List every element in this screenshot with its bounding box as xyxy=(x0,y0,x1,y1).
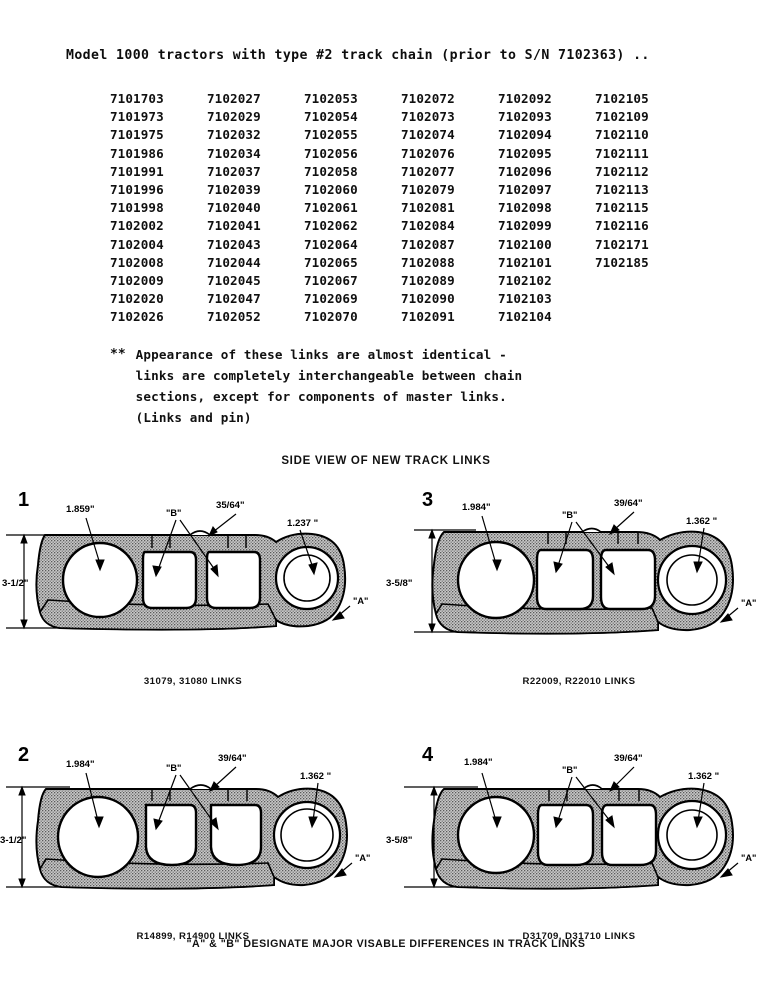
serial-number: 7102116 xyxy=(595,218,649,234)
serial-number: 7102093 xyxy=(498,109,552,125)
serial-number: 7102092 xyxy=(498,91,552,106)
dim-rail-width-3: 39/64" xyxy=(614,498,643,509)
serial-number: 7102060 xyxy=(304,182,358,198)
dim-height-1: 3-1/2" xyxy=(2,578,29,589)
serial-number: 7102070 xyxy=(304,309,358,325)
serial-number: 7102020 xyxy=(110,291,164,307)
link-body-3 xyxy=(432,529,733,634)
figure-caption-2: R14899, R14900 LINKS xyxy=(136,931,250,942)
serial-number: 7102111 xyxy=(595,145,649,161)
dim-rail-width-4: 39/64" xyxy=(614,753,643,764)
serial-number: 7102026 xyxy=(110,309,164,325)
figure-track-link-1 xyxy=(0,480,386,710)
serial-number: 7102171 xyxy=(595,236,649,252)
footnote-line: sections, except for components of master links. xyxy=(135,389,507,404)
figure-track-link-2 xyxy=(0,735,386,965)
link-body-2 xyxy=(36,785,347,889)
serial-number: 7102062 xyxy=(304,218,358,234)
dim-bore-diameter-4: 1.984" xyxy=(464,757,493,768)
serial-number: 7102009 xyxy=(110,273,164,289)
serial-number: 7102076 xyxy=(401,145,455,161)
label-a-2: "A" xyxy=(355,853,371,863)
label-a-1: "A" xyxy=(353,596,369,606)
label-b-2: "B" xyxy=(166,763,182,773)
serial-number: 7102052 xyxy=(207,309,261,325)
serial-number: 7102115 xyxy=(595,200,649,216)
serial-number: 7102081 xyxy=(401,200,455,216)
link-body-1 xyxy=(36,531,345,630)
serial-number: 7102037 xyxy=(207,163,261,179)
serial-column-5 xyxy=(498,90,595,327)
figure-number-1: 1 xyxy=(18,489,30,511)
serial-number: 7102043 xyxy=(207,236,261,252)
bottom-caption: "A" & "B" DESIGNATE MAJOR VISABLE DIFFERENCES IN TRACK LINKS xyxy=(186,938,586,950)
serial-number: 7102072 xyxy=(401,91,455,106)
label-a-4: "A" xyxy=(741,853,757,863)
serial-column-1 xyxy=(110,90,207,327)
serial-number: 7102045 xyxy=(207,273,261,289)
footnote-line: links are completely interchangeable between chain xyxy=(135,368,523,383)
dim-bore-diameter-1: 1.859" xyxy=(66,504,95,515)
dim-rail-width-1: 35/64" xyxy=(216,500,245,511)
serial-number: 7102091 xyxy=(401,309,455,325)
label-b-1: "B" xyxy=(166,508,182,518)
serial-number: 7102073 xyxy=(401,109,455,125)
section-heading: SIDE VIEW OF NEW TRACK LINKS xyxy=(281,455,491,467)
figure-caption-1: 31079, 31080 LINKS xyxy=(143,676,243,687)
serial-number: 7102004 xyxy=(110,236,164,252)
serial-number: 7102034 xyxy=(207,145,261,161)
serial-number: 7102077 xyxy=(401,163,455,179)
serial-number-grid xyxy=(110,90,692,327)
serial-number: 7102029 xyxy=(207,109,261,125)
page-title: Model 1000 tractors with type #2 track chain (prior to S/N 7102363) .. xyxy=(66,48,650,63)
dim-rail-width-2: 39/64" xyxy=(218,753,247,764)
label-b-3: "B" xyxy=(562,510,578,520)
serial-number: 7102087 xyxy=(401,236,455,252)
serial-number: 7102027 xyxy=(207,91,261,106)
serial-number: 7102064 xyxy=(304,236,358,252)
serial-number: 7101986 xyxy=(110,145,164,161)
serial-number: 7102110 xyxy=(595,127,649,143)
serial-number: 7101975 xyxy=(110,127,164,143)
dim-pin-diameter-1: 1.237 " xyxy=(287,518,319,529)
serial-number: 7102069 xyxy=(304,291,358,307)
serial-number: 7102055 xyxy=(304,127,358,143)
serial-number: 7102054 xyxy=(304,109,358,125)
figure-caption-4: D31709, D31710 LINKS xyxy=(522,931,636,942)
serial-number: 7102044 xyxy=(207,254,261,270)
serial-number: 7102094 xyxy=(498,127,552,143)
serial-column-4 xyxy=(401,90,498,327)
serial-number: 7102088 xyxy=(401,254,455,270)
serial-number: 7102103 xyxy=(498,291,552,307)
dim-height-2: 3-1/2" xyxy=(0,835,27,846)
figure-track-link-4 xyxy=(386,735,772,965)
dim-height-3: 3-5/8" xyxy=(386,578,413,589)
serial-number: 7102041 xyxy=(207,218,261,234)
serial-number: 7102097 xyxy=(498,182,552,198)
figure-number-3: 3 xyxy=(422,489,434,511)
serial-number: 7102089 xyxy=(401,273,455,289)
serial-number: 7102065 xyxy=(304,254,358,270)
serial-number: 7102040 xyxy=(207,200,261,216)
dim-pin-diameter-4: 1.362 " xyxy=(688,771,720,782)
serial-number: 7102101 xyxy=(498,254,552,270)
serial-number: 7102074 xyxy=(401,127,455,143)
serial-number: 7102032 xyxy=(207,127,261,143)
serial-number: 7102096 xyxy=(498,163,552,179)
serial-number: 7102185 xyxy=(595,254,649,270)
serial-number: 7102100 xyxy=(498,236,552,252)
serial-number: 7102104 xyxy=(498,309,552,325)
footnote-line: (Links and pin) xyxy=(135,410,252,425)
serial-column-6 xyxy=(595,90,692,327)
serial-number: 7102061 xyxy=(304,200,358,216)
serial-number: 7102095 xyxy=(498,145,552,161)
serial-number: 7102067 xyxy=(304,273,358,289)
link-body-4 xyxy=(432,785,733,889)
serial-number: 7102053 xyxy=(304,91,358,106)
serial-number: 7102058 xyxy=(304,163,358,179)
serial-number: 7102084 xyxy=(401,218,455,234)
footnote-block xyxy=(110,344,522,428)
figure-track-link-3 xyxy=(386,480,772,710)
serial-number: 7101998 xyxy=(110,200,164,216)
serial-number: 7102113 xyxy=(595,182,649,198)
serial-number: 7102056 xyxy=(304,145,358,161)
serial-number: 7101973 xyxy=(110,109,164,125)
serial-number: 7101991 xyxy=(110,163,164,179)
serial-number: 7102039 xyxy=(207,182,261,198)
footnote-line: Appearance of these links are almost identical - xyxy=(135,347,507,362)
figure-number-2: 2 xyxy=(18,744,30,766)
serial-number: 7102112 xyxy=(595,163,649,179)
serial-number: 7102109 xyxy=(595,109,649,125)
serial-column-3 xyxy=(304,90,401,327)
serial-number: 7102105 xyxy=(595,91,649,106)
figure-number-4: 4 xyxy=(422,744,434,766)
serial-number: 7102099 xyxy=(498,218,552,234)
dim-bore-diameter-3: 1.984" xyxy=(462,502,491,513)
serial-number: 7102047 xyxy=(207,291,261,307)
serial-number: 7102098 xyxy=(498,200,552,216)
footnote-marker: ** xyxy=(110,347,126,362)
serial-number: 7102090 xyxy=(401,291,455,307)
serial-number: 7102102 xyxy=(498,273,552,289)
serial-number: 7102002 xyxy=(110,218,164,234)
figure-caption-3: R22009, R22010 LINKS xyxy=(522,676,636,687)
dim-height-4: 3-5/8" xyxy=(386,835,413,846)
footnote-text xyxy=(136,344,523,428)
label-a-3: "A" xyxy=(741,598,757,608)
dim-bore-diameter-2: 1.984" xyxy=(66,759,95,770)
serial-number: 7102079 xyxy=(401,182,455,198)
serial-number: 7101996 xyxy=(110,182,164,198)
serial-number: 7102008 xyxy=(110,254,164,270)
dim-pin-diameter-2: 1.362 " xyxy=(300,771,332,782)
label-b-4: "B" xyxy=(562,765,578,775)
serial-column-2 xyxy=(207,90,304,327)
dim-pin-diameter-3: 1.362 " xyxy=(686,516,718,527)
serial-number: 7101703 xyxy=(110,91,164,106)
